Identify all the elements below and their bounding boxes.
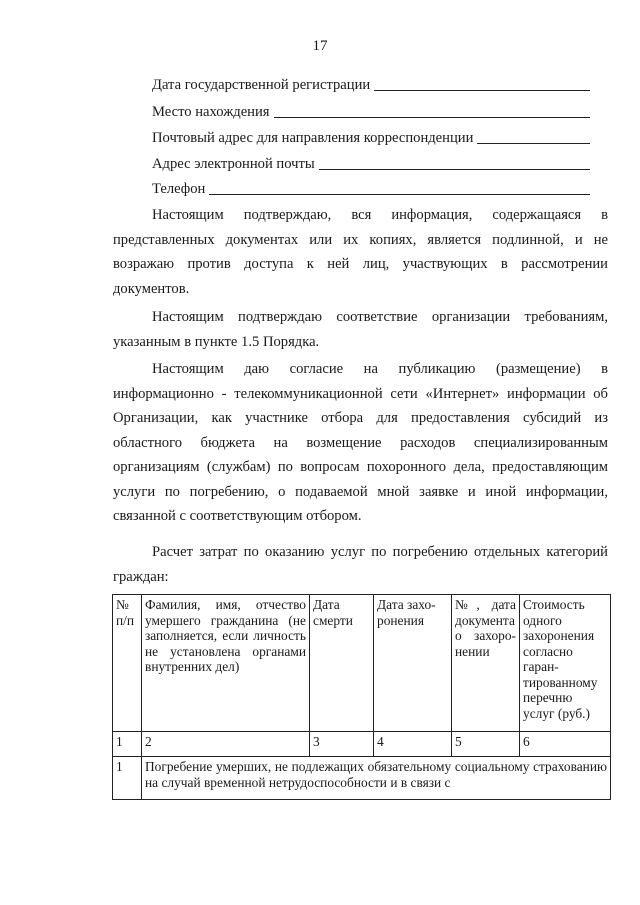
phone-label: Телефон (152, 181, 206, 197)
column-number-cell: 1 (113, 732, 142, 757)
burial-costs-table (112, 594, 611, 800)
phone-field (152, 178, 590, 198)
column-number-cell: 3 (310, 732, 374, 757)
postal-address-field (152, 127, 590, 147)
phone-line[interactable] (209, 194, 590, 195)
category-row (113, 757, 611, 800)
header-cell: № п/п (113, 595, 142, 732)
category-number-cell: 1 (113, 757, 142, 800)
email-line[interactable] (319, 169, 590, 170)
column-number-cell: 2 (142, 732, 310, 757)
registration-date-label: Дата государственной регистрации (152, 77, 371, 93)
category-text-cell (142, 757, 611, 800)
cost-calculation-paragraph: Расчет затрат по оказанию услуг по погребению отдельных категорий граждан: (113, 544, 608, 585)
header-cell: Дата смерти (310, 595, 374, 732)
location-field (152, 101, 590, 121)
email-field (152, 153, 590, 173)
postal-address-line[interactable] (477, 143, 590, 144)
location-label: Место нахождения (152, 104, 270, 120)
header-cell: Дата захо-ронения (374, 595, 452, 732)
column-number-cell: 6 (520, 732, 611, 757)
email-label: Адрес электронной почты (152, 156, 315, 172)
page-number: 17 (312, 38, 328, 54)
location-line[interactable] (274, 117, 590, 118)
authenticity-paragraph: Настоящим подтверждаю, вся информация, содержащаяся в представленных документах или их копиях, является подлинной, и не возражаю против доступа к ней лиц, участвующих в рассмотрении документов. (113, 207, 608, 297)
column-numbers-row (113, 732, 611, 757)
table-header-row (113, 595, 611, 732)
header-cell: №, дата документа о захоро-нении (452, 595, 520, 732)
column-number-cell: 4 (374, 732, 452, 757)
category-text: Погребение умерших, не подлежащих обязательному социальному страхованию на случай временной нетрудоспособности и в связи с (145, 759, 607, 790)
column-number-cell: 5 (452, 732, 520, 757)
registration-date-field (152, 74, 590, 94)
header-cell: Фамилия, имя, отчество умершего гражданина (не заполняется, если личность не установлена органами внутренних дел) (142, 595, 310, 732)
registration-date-line[interactable] (374, 90, 590, 91)
publication-consent-paragraph: Настоящим даю согласие на публикацию (размещение) в информационно - телекоммуникационной сети «Интернет» информации об Организации, как участнике отбора для предоставления субсидий из областного бюджета на возмещение расходов специализированным организациям (службам) по вопросам похоронного дела, предоставляющим услуги по погребению, о подаваемой мной заявке и иной информации, связанной с соответствующим отбором. (113, 361, 608, 524)
compliance-paragraph: Настоящим подтверждаю соответствие организации требованиям, указанным в пункте 1.5 Порядка. (113, 309, 608, 350)
header-cell: Стоимость одного захоронения согласно гаран-тированному перечню услуг (руб.) (520, 595, 611, 732)
postal-address-label: Почтовый адрес для направления корреспонденции (152, 130, 474, 146)
